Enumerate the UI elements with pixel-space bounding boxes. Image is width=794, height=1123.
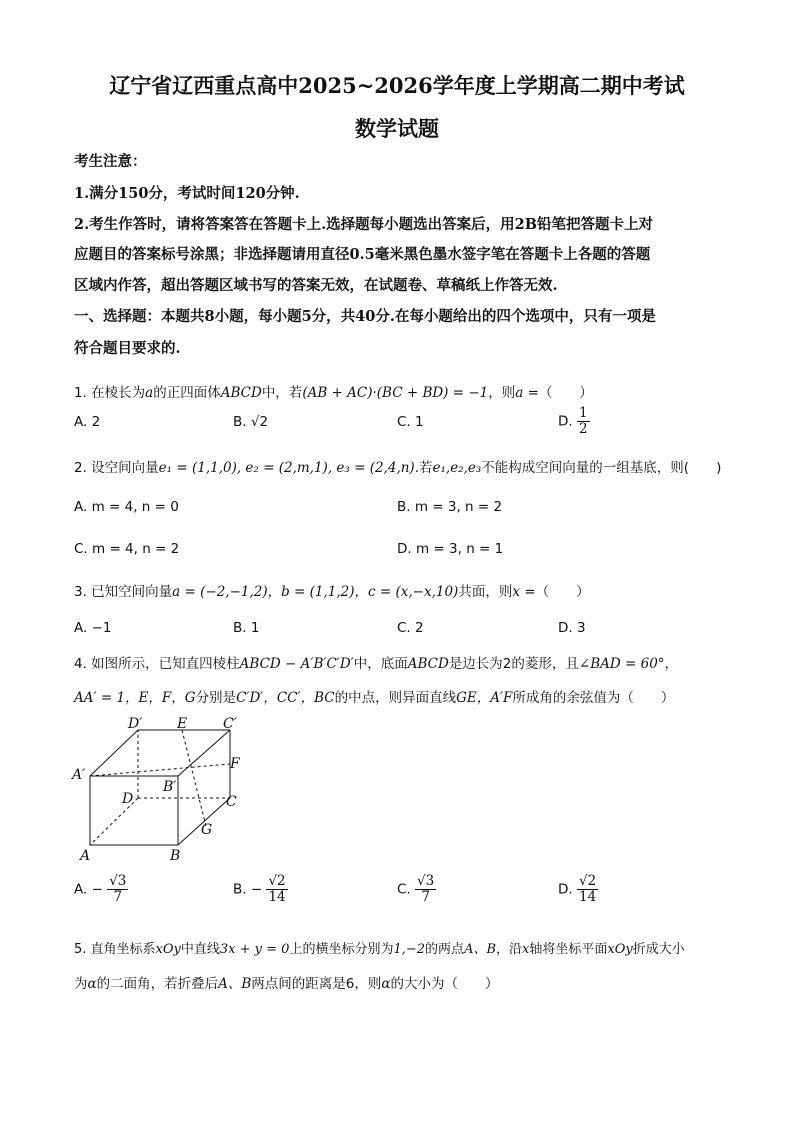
q1-text-b: 的正四面体 [153,385,221,401]
q4-b-label: B. − [233,881,263,898]
notice-item-2-line-2: 应题目的答案标号涂黑；非选择题请用直径0.5毫米黑色墨水签字笔在答题卡上各题的答题 [74,246,651,263]
label-Cprime: C′ [223,716,237,732]
q4-option-c[interactable] [397,874,436,905]
q4-prism: ABCD − A′B′C′D′ [239,656,354,672]
segment-E-G [182,730,206,826]
question-5-line-1 [74,938,685,957]
label-C: C [226,794,237,810]
question-3-stem [74,580,590,600]
q5-text-e: ，沿 [496,942,523,957]
q2-option-c[interactable]: C. m = 4, n = 2 [74,541,180,557]
label-B: B [170,848,181,864]
q3-var-x: x [512,584,520,600]
q2-text-c: 不能构成空间向量的一组基底，则( ) [481,460,722,476]
section-heading-line-1: 一、选择题：本题共8小题，每小题5分，共40分.在每小题给出的四个选项中，只有一项是 [74,308,656,325]
q5-points-2: A、B [218,976,252,992]
q1-d-numerator: 1 [578,405,588,421]
q1-option-b[interactable]: B. √2 [233,414,269,430]
exam-title: 辽宁省辽西重点高中2025~2026学年度上学期高二期中考试 [109,73,685,98]
q4-text-c: 是边长为2的菱形，且 [448,656,579,672]
q5-text-c: 上的横坐标分别为 [289,942,394,957]
q4-a-numerator: √3 [109,873,127,889]
question-5-line-2 [74,972,499,992]
q2-option-d[interactable]: D. m = 3, n = 1 [397,541,504,557]
q1-text-e: ，则 [488,385,516,401]
q5-text-b: 中直线 [180,942,220,957]
q1-var-a: a [145,385,154,401]
q4-a-label: A. − [74,881,103,898]
q4-c-numerator: √3 [417,873,435,889]
label-Bprime: B′ [163,779,177,795]
q4-lines: GE，A′F [456,690,513,706]
q2-text-a: 2. 设空间向量 [74,460,159,476]
q1-option-c[interactable]: C. 1 [397,414,424,430]
q3-option-b[interactable]: B. 1 [233,620,260,636]
label-D: D [122,791,134,807]
q5-text-h: 为 [74,976,88,992]
q5-points: A、B [464,942,497,957]
q1-option-d-fraction [577,406,590,437]
q3-text-c: =（ ） [519,584,590,600]
q4-text-a: 4. 如图所示，已知直四棱柱 [74,656,240,672]
q5-text-k: 的大小为（ ） [390,976,499,992]
prism-figure [70,712,250,867]
q1-option-d-label: D. [558,413,577,430]
q5-text-j: 两点间的距离是6，则 [251,976,382,992]
q5-text-i: 的二面角，若折叠后 [96,976,219,992]
segment-Aprime-F [90,764,230,776]
q2-option-a[interactable]: A. m = 4, n = 0 [74,499,179,515]
q4-a-fraction [107,874,128,905]
question-2-stem [74,456,721,476]
notice-item-1: 1.满分150分，考试时间120分钟. [74,185,300,202]
q5-text-d: 的两点 [425,942,465,957]
edge-Bprime-Cprime [178,730,230,776]
question-4-line-2 [74,686,674,706]
q2-vector-set: e₁,e₂,e₃ [432,460,482,476]
notice-item-2-line-1: 2.考生作答时，请将答案答在答题卡上.选择题每小题选出答案后，用2B铅笔把答题卡上对 [74,216,654,233]
q1-text-g: =（ ） [523,385,593,401]
notice-heading: 考生注意： [74,153,147,170]
q1-tetrahedron: ABCD [220,385,262,401]
q5-alpha-2: α [381,976,391,992]
q4-d-label: D. [558,881,577,898]
q5-plane: xOy [155,942,181,957]
notice-item-2-line-3: 区域内作答，超出答题区域书写的答案无效，在试题卷、草稿纸上作答无效. [74,277,558,294]
q4-d-fraction [577,874,598,905]
q1-d-denominator: 2 [578,420,588,437]
q4-c-denominator: 7 [421,888,430,905]
q4-b-numerator: √2 [268,873,286,889]
q5-line: 3x + y = 0 [219,942,290,957]
q2-text-b: .若 [414,460,433,476]
q2-option-b[interactable]: B. m = 3, n = 2 [397,499,503,515]
q3-option-a[interactable]: A. −1 [74,620,112,636]
q4-d-numerator: √2 [578,873,597,889]
q1-option-d[interactable] [558,406,590,437]
q1-text-d: 中，若 [261,385,303,401]
q5-plane-2: xOy [607,942,633,957]
q4-text-g: 所成角的余弦值为（ ） [512,690,675,706]
exam-subtitle: 数学试题 [355,116,439,141]
q5-alpha: α [87,976,97,992]
q5-text-g: 折成大小 [632,942,685,957]
q4-d-denominator: 14 [578,888,597,905]
q3-option-d[interactable]: D. 3 [558,620,586,636]
q3-option-c[interactable]: C. 2 [397,620,424,636]
q4-option-d[interactable] [558,874,598,905]
edge-Aprime-Dprime [90,730,138,776]
q5-axis: x [522,942,530,957]
q4-option-b[interactable] [233,874,288,905]
section-heading-line-2: 符合题目要求的. [74,340,181,357]
q3-text-b: 共面，则 [458,584,513,600]
q4-text-d: ， [664,656,679,672]
q5-text-f: 轴将坐标平面 [529,942,608,957]
q4-c-label: C. [397,881,416,898]
label-E: E [177,716,188,732]
q4-edges: C′D′，CC′，BC [236,690,335,706]
q1-option-a[interactable]: A. 2 [74,414,101,430]
label-A: A [80,848,91,864]
q5-abscissas: 1,−2 [393,942,426,957]
q4-text-b: 中，底面 [353,656,408,672]
q4-text-f: 的中点，则异面直线 [334,690,457,706]
q5-text-a: 5. 直角坐标系 [74,942,156,957]
q4-base: ABCD [407,656,449,672]
q4-option-a[interactable] [74,874,128,905]
label-Dprime: D′ [128,716,143,732]
q4-text-e: 分别是 [195,690,237,706]
label-G: G [201,822,213,838]
q3-vectors: a = (−2,−1,2)，b = (1,1,2)，c = (x,−x,10) [172,584,459,600]
label-Aprime: A′ [72,767,86,783]
question-4-line-1 [74,652,678,672]
question-1-stem [74,381,593,401]
q1-vector-expression: (AB + AC)·(BC + BD) = −1 [302,385,489,401]
q1-var-a2: a [515,385,524,401]
q2-vectors: e₁ = (1,1,0), e₂ = (2,m,1), e₃ = (2,4,n) [158,460,415,476]
q4-b-denominator: 14 [268,888,286,905]
q4-c-fraction [415,874,436,905]
q1-text-a: 1. 在棱长为 [74,385,146,401]
label-F: F [230,756,240,772]
q3-text-a: 3. 已知空间向量 [74,584,173,600]
q4-a-denominator: 7 [113,888,123,905]
q4-angle: ∠BAD = 60° [578,656,665,672]
q4-b-fraction [266,874,287,905]
q4-points: AA′ = 1，E，F，G [74,690,196,706]
